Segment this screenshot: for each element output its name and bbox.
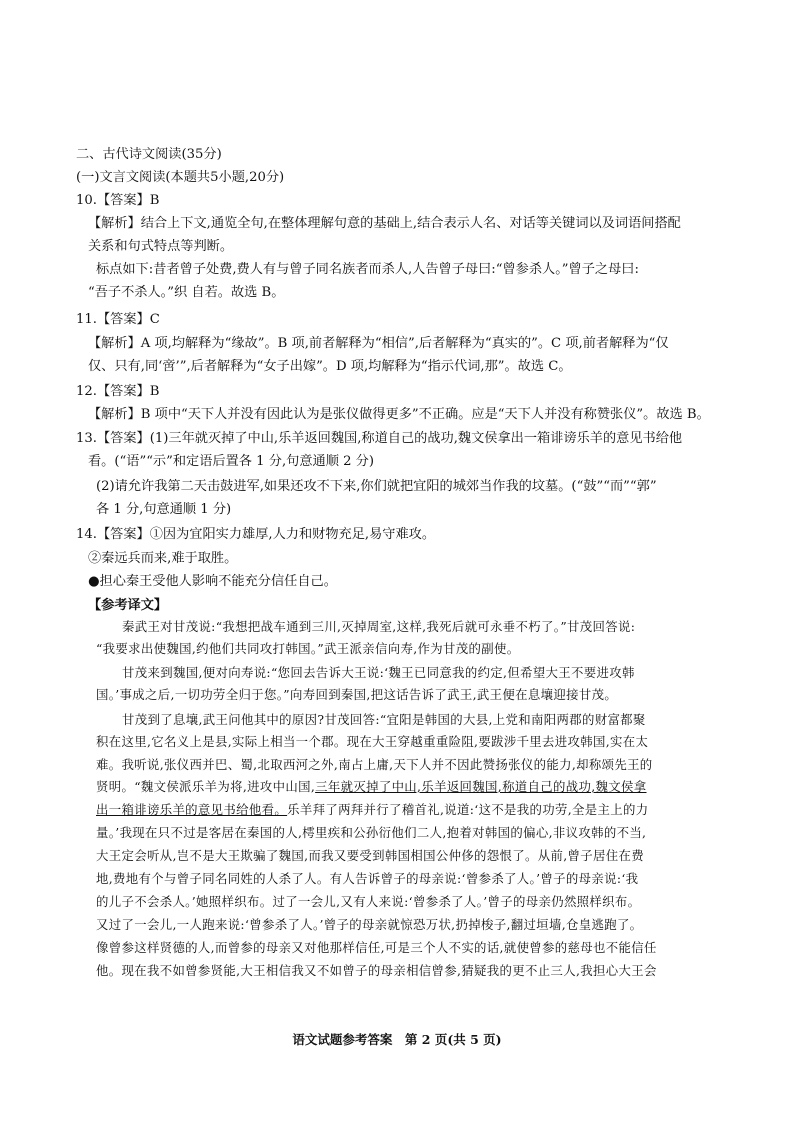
q14-answer-line: 14.【答案】①因为宜阳实力雄厚,人力和财物充足,易守难攻。 [76,527,436,542]
translation-line: 大王定会听从,岂不是大王欺骗了魏国,而我又要受到韩国相国公仲侈的怨恨了。从前,曾子居住在费 [96,848,644,863]
translation-text: 贤明。“魏文侯派乐羊为将,进攻中山国, [96,779,316,794]
q12-analysis-line: 【解析】B 项中“天下人并没有因此认为是张仪做得更多”不正确。应是“天下人并没有称赞张仪”。故选 B。 [88,407,710,422]
translation-line: 的儿子不会杀人。’她照样织布。过了一会儿,又有人来说:‘曾参杀了人。’曾子的母亲仍然照样织布。 [96,894,641,909]
translation-line: 量。’我现在只不过是客居在秦国的人,樗里疾和公孙衍他们二人,抱着对韩国的偏心,非议攻韩的不当, [96,825,647,840]
translation-line: 甘茂来到魏国,便对向寿说:“您回去告诉大王说:‘魏王已同意我的约定,但希望大王不要进攻韩 [122,665,635,680]
q12-answer: 12.【答案】B [76,384,160,399]
translation-line: 秦武王对甘茂说:“我想把战车通到三川,灭掉周室,这样,我死后就可永垂不朽了。”甘茂回答说: [122,619,636,634]
q10-punctuation-line: 标点如下:昔者曾子处费,费人有与曾子同名族者而杀人,人告曾子母曰:“曾参杀人。”曾子之母曰: [96,262,639,277]
q10-analysis-line: 关系和句式特点等判断。 [88,239,234,254]
translation-line: 国。’事成之后,一切功劳全归于您。”向寿回到秦国,把这话告诉了武王,武王便在息壤迎接甘茂。 [96,687,618,702]
q10-analysis-line: 【解析】结合上下文,通览全句,在整体理解句意的基础上,结合表示人名、对话等关键词以及词语间搭配 [88,216,681,231]
q14-answer-line: ②秦远兵而来,难于取胜。 [88,551,238,566]
translation-line: 难。我听说,张仪西并巴、蜀,北取西河之外,南占上庸,天下人并不因此赞扬张仪的能力,却称颂先王的 [96,757,653,772]
q13-answer-line: 看。(“语”“示”和定语后置各 1 分,句意通顺 2 分) [88,454,374,469]
q13-answer-line: (2)请允许我第二天击鼓进军,如果还攻不下来,你们就把宜阳的城郊当作我的坟墓。(“鼓”“而”“郭” [96,479,657,494]
q11-analysis-line: 【解析】A 项,均解释为“缘故”。B 项,前者解释为“相信”,后者解释为“真实的”。C 项,前者解释为“仅 [88,336,669,351]
page-footer: 语文试题参考答案 第 2 页(共 5 页) [292,1032,502,1047]
section-title: 二、古代诗文阅读(35分) [76,147,222,162]
translation-line [96,800,649,820]
q10-punctuation-line: “吾子不杀人。”织 自若。故选 B。 [88,285,285,300]
translation-line: 积在这里,它名义上是县,实际上相当一个郡。现在大王穿越重重险阻,要跋涉千里去进攻韩国,实在太 [96,734,649,749]
translation-heading: 【参考译文】 [88,598,168,613]
translation-line: “我要求出使魏国,约他们共同攻打韩国。”武王派亲信向寿,作为甘茂的副使。 [96,641,520,656]
q13-answer-line: 各 1 分,句意通顺 1 分) [96,502,232,517]
translation-line: 又过了一会儿,一人跑来说:‘曾参杀了人。’曾子的母亲就惊恐万状,扔掉梭子,翻过垣墙,仓皇逃跑了。 [96,917,643,932]
q13-answer-line: 13.【答案】(1)三年就灭掉了中山,乐羊返回魏国,称道自己的战功,魏文侯拿出一箱诽谤乐羊的意见书给他 [76,431,683,446]
translation-line [96,777,647,797]
q14-answer-line: ●担心秦王受他人影响不能充分信任自己。 [88,574,337,589]
translation-line: 地,费地有个与曾子同名同姓的人杀了人。有人告诉曾子的母亲说:‘曾参杀了人。’曾子的母亲说:‘我 [96,871,639,886]
translation-line: 他。现在我不如曾参贤能,大王相信我又不如曾子的母亲相信曾参,猜疑我的更不止三人,我担心大王会 [96,963,657,978]
translation-line: 甘茂到了息壤,武王问他其中的原因?甘茂回答:“宜阳是韩国的大县,上党和南阳两郡的财富都聚 [122,712,646,727]
subsection-title: (一)文言文阅读(本题共5小题,20分) [76,170,285,185]
q11-answer: 11.【答案】C [76,312,160,327]
translation-text: 乐羊拜了两拜并行了稽首礼,说道:‘这不是我的功劳,全是主上的力 [287,802,649,817]
underlined-sentence: 出一箱诽谤乐羊的意见书给他看。 [96,802,288,817]
translation-line: 像曾参这样贤德的人,而曾参的母亲又对他那样信任,可是三个人不实的话,就使曾参的慈母也不能信任 [96,940,657,955]
underlined-sentence: 三年就灭掉了中山,乐羊返回魏国,称道自己的战功,魏文侯拿 [315,779,647,794]
q11-analysis-line: 仅、只有,同‘啻’”,后者解释为“女子出嫁”。D 项,均解释为“指示代词,那”。故选 C。 [88,359,572,374]
q10-answer: 10.【答案】B [76,193,160,208]
